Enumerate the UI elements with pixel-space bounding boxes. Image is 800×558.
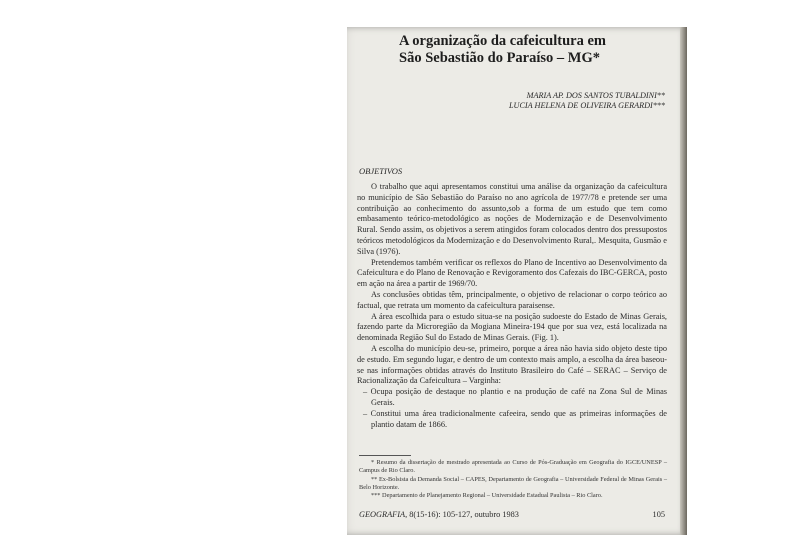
page-number: 105 <box>652 510 665 519</box>
paragraph: A escolha do município deu-se, primeiro, porque a área não havia sido objeto deste tipo de estudo. Em segundo lugar, e dentro de um contexto mais amplo, a escolha da área baseou-se nas informações obtidas através do Instituto Brasileiro do Café – SERAC – Serviço de Racionalização da Cafeicultura – Varginha: <box>357 343 667 386</box>
footnotes <box>359 459 667 500</box>
journal-reference: , 8(15-16): 105-127, outubro 1983 <box>405 510 519 519</box>
page-footer <box>359 510 665 522</box>
list-item: – Ocupa posição de destaque no plantio e na produção de café na Zona Sul de Minas Gerais. <box>363 387 667 407</box>
paragraph: A área escolhida para o estudo situa-se na posição sudoeste do Estado de Minas Gerais, fazendo parte da Microregião da Mogiana Mineira-194 que por sua vez, está localizada na denominada Região Sul do Estado de Minas Gerais. (Fig. 1). <box>357 311 667 343</box>
authors <box>509 91 665 111</box>
footnote: *** Departamento de Planejamento Regional – Universidade Estadual Paulista – Rio Claro. <box>371 492 603 500</box>
title-line-2: São Sebastião do Paraíso – MG* <box>399 50 600 66</box>
author-2: LUCIA HELENA DE OLIVEIRA GERARDI*** <box>508 101 665 110</box>
journal-citation <box>359 510 519 519</box>
paragraph: Pretendemos também verificar os reflexos do Plano de Incentivo ao Desenvolvimento da Cafeicultura e do Plano de Renovação e Revigoramento dos Cafezais do IBC-GERCA, posto em ação na área a partir de 1969/70. <box>357 257 667 289</box>
title-line-1: A organização da cafeicultura em <box>399 33 606 49</box>
footnote: * Resumo da dissertação de mestrado apresentada ao Curso de Pós-Graduação em Geografia do IGCE/UNESP – Campus de Rio Claro. <box>359 459 667 475</box>
scanned-page <box>347 27 687 535</box>
list-item: – Constitui uma área tradicionalmente cafeeira, sendo que as primeiras informações de plantio datam de 1866. <box>363 408 667 429</box>
footnote-divider <box>359 455 411 456</box>
body-text <box>357 182 667 430</box>
paragraph: O trabalho que aqui apresentamos constitui uma análise da organização da cafeicultura no município de São Sebastião do Paraíso no ano agrícola de 1977/78 e pretende ser uma contribuição ao conhecimento do assunto,sob a forma de um estudo que tem como embasamento teórico-metodológico as noções de Modernização e de Desenvolvimento Rural. Sendo assim, os objetivos a serem atingidos foram colocados dentro dos pressupostos teóricos metodológicos da Modernização e do Desenvolvimento Rural,. Mesquita, Gusmão e Silva (1976). <box>357 182 667 256</box>
section-heading: OBJETIVOS <box>359 166 403 176</box>
paragraph: As conclusões obtidas têm, principalmente, o objetivo de relacionar o corpo teórico ao factual, que retrata um momento da cafeicultura paraisense. <box>357 289 667 310</box>
article-title <box>399 33 649 67</box>
author-1: MARIA AP. DOS SANTOS TUBALDINI** <box>526 91 665 100</box>
footnote: ** Ex-Bolsista da Demanda Social – CAPES, Departamento de Geografia – Universidade Federal de Minas Gerais – Belo Horizonte. <box>359 475 667 491</box>
journal-name: GEOGRAFIA <box>359 510 406 519</box>
page-binding-edge <box>680 27 687 535</box>
